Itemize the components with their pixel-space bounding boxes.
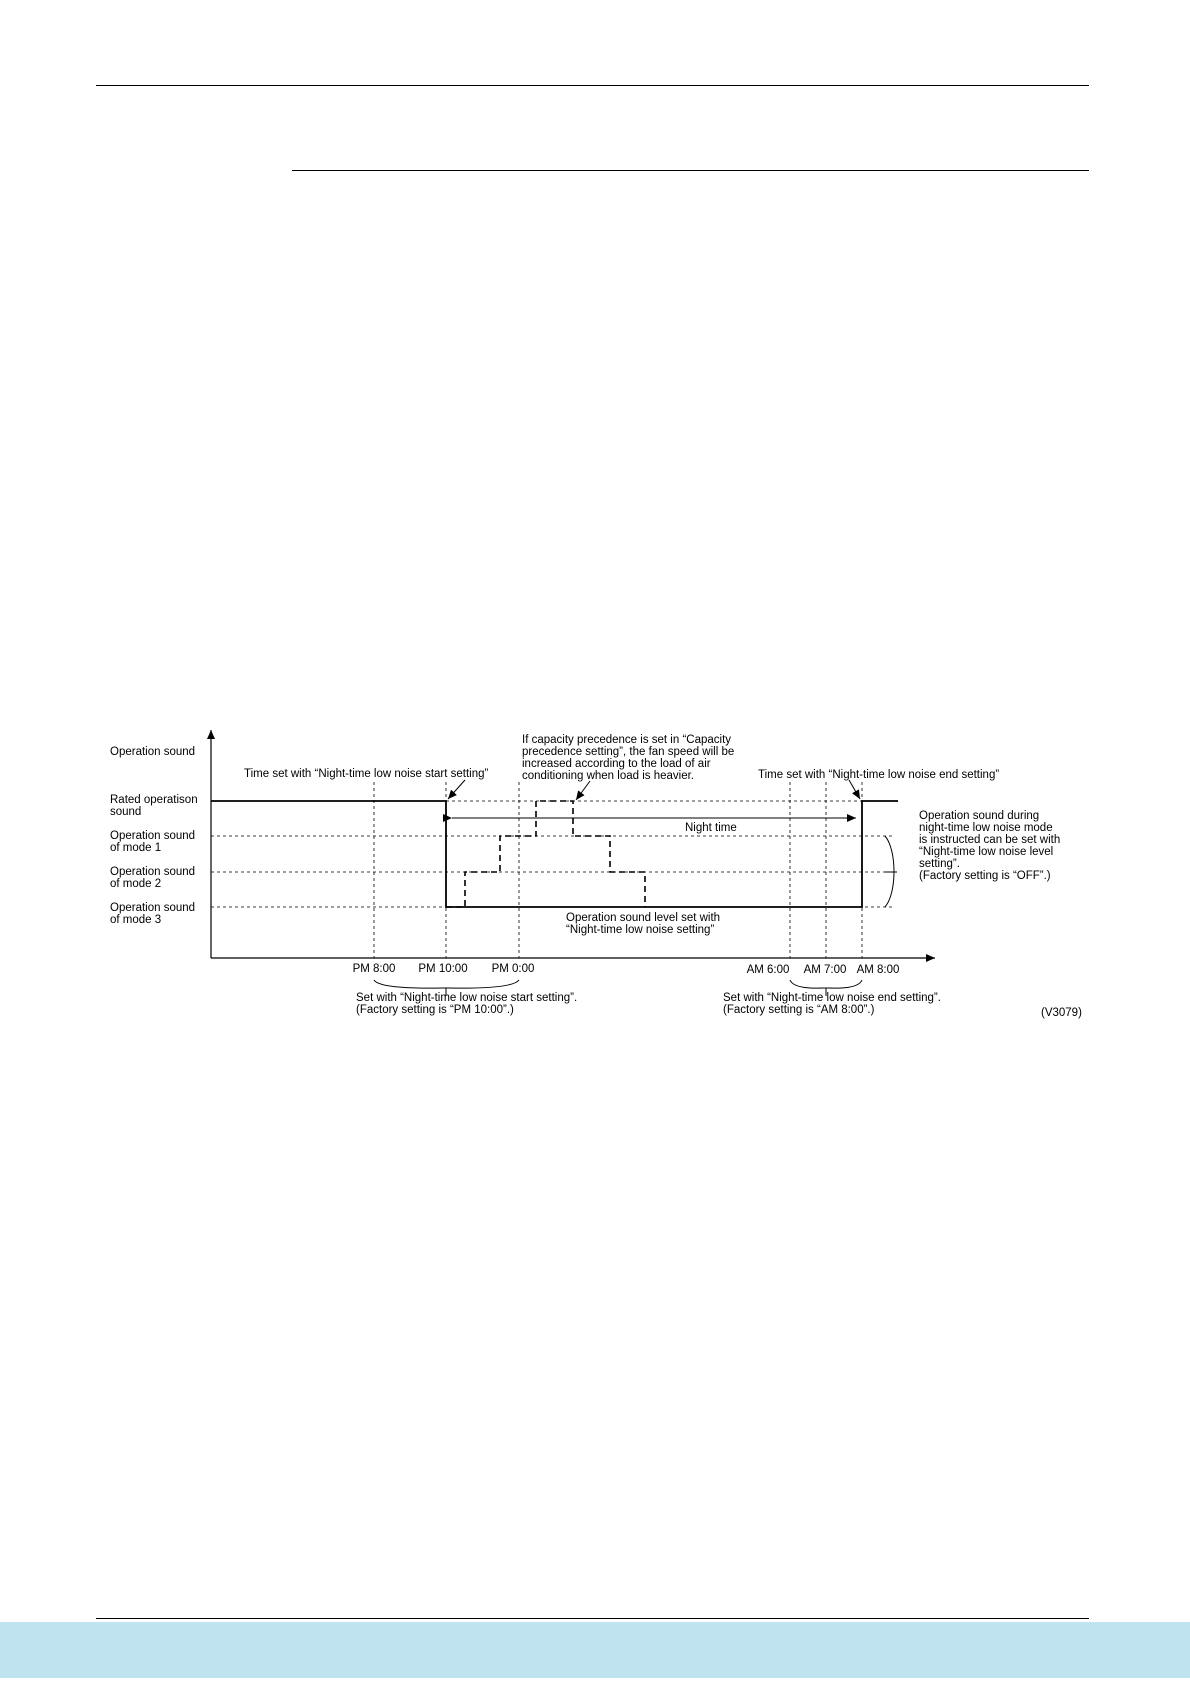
tick-label: AM 7:00 [803,964,847,976]
tick-label: AM 6:00 [746,964,790,976]
end-time-pointer [849,780,860,799]
end-time-annotation: Time set with “Night-time low noise end setting” [758,769,1000,781]
night-time-label: Night time [685,822,737,834]
level-setting-note: Operation sound during night-time low noise mode is instructed can be set with “Night-time low noise level setting”. (Factory setting is “OFF”.) [919,810,1061,882]
start-time-annotation: Time set with “Night-time low noise start setting” [244,768,489,780]
tick-label: PM 8:00 [352,963,396,975]
end-setting-brace [790,980,862,988]
level-set-note: Operation sound level set with “Night-time low noise setting” [566,912,721,936]
capacity-pointer [576,781,590,800]
tick-label: PM 10:00 [418,963,468,975]
operation-sound-line [211,801,898,907]
level-label-mode-2: Operation sound of mode 2 [110,866,196,890]
figure-code: (V3079) [1041,1007,1082,1019]
level-guides [211,801,895,907]
tick-label: PM 0:00 [491,963,535,975]
tick-label: AM 8:00 [856,964,900,976]
capacity-precedence-note: If capacity precedence is set in “Capacity precedence setting”, the fan speed will be increased according to the load of air conditioning when load is heavier. [522,734,735,782]
level-label-mode-1: Operation sound of mode 1 [110,830,196,854]
start-setting-note: Set with “Night-time low noise start setting”. (Factory setting is “PM 10:00”.) [356,992,578,1016]
start-time-pointer [448,780,465,799]
start-setting-brace [374,980,519,988]
level-label-rated: Rated operatison sound [110,794,198,818]
y-axis-title: Operation sound [110,746,196,758]
time-tick-labels [353,963,900,976]
level-label-mode-3: Operation sound of mode 3 [110,902,196,926]
capacity-precedence-line [446,801,645,907]
end-setting-note: Set with “Night-time low noise end setting”. (Factory setting is “AM 8:00”.) [723,992,941,1016]
